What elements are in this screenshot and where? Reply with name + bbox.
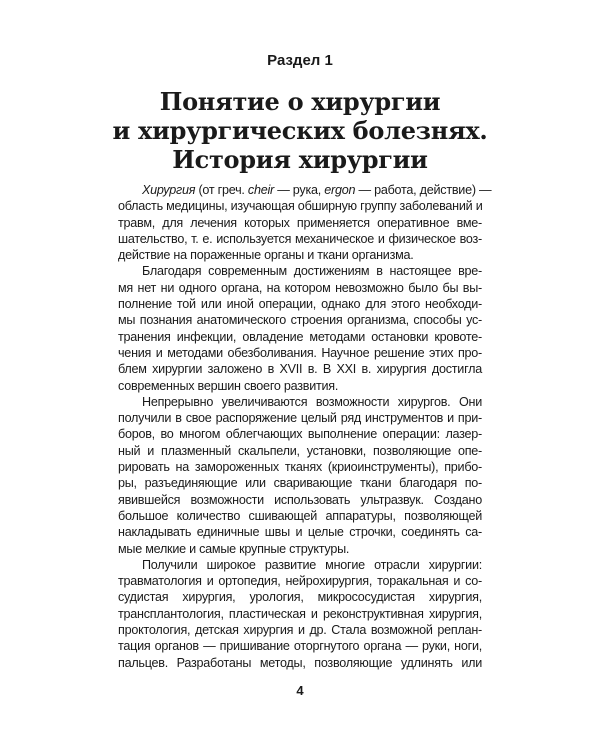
text-line: транения инфекции, овладение методами остановки кровоте- <box>118 329 482 344</box>
text-line: получили в свое распоряжение целый ряд инструментов и при- <box>118 411 482 426</box>
text-line: проктология, детская хирургия и др. Стала возможной реплан- <box>118 623 482 638</box>
body-text <box>118 182 492 671</box>
italic-term: cheir <box>247 183 274 197</box>
text-line: трансплантология, пластическая и реконструктивная хирургия, <box>118 606 482 621</box>
text-line: рировать на замороженных тканях (криоинструменты), прибо- <box>118 460 482 475</box>
text-line: боров, во многом облегчающих выполнение операции: лазер- <box>118 427 482 442</box>
text-line: пальцев. Разработаны методы, позволяющие удлинять или <box>118 655 482 670</box>
paragraph <box>118 557 482 671</box>
text-line: чения и методами обезболивания. Научное решение этих про- <box>118 345 482 360</box>
paragraph <box>118 182 492 263</box>
text-segment: — рука, <box>273 183 325 197</box>
text-line: Получили широкое развитие многие отрасли хирургии: <box>142 557 482 572</box>
chapter-title-line: Понятие о хирургии <box>159 87 441 116</box>
chapter-title-line: История хирургии <box>172 145 428 174</box>
paragraph <box>118 394 482 557</box>
text-line: тация органов — пришивание оторгнутого органа — руки, ноги, <box>118 639 482 654</box>
text-line: ры, разъединяющие или сваривающие ткани благодаря по- <box>118 476 482 491</box>
text-line: судистая хирургия, урология, микрососудистая хирургия, <box>118 590 482 605</box>
text-line: Благодаря современным достижениям в настоящее вре- <box>142 264 482 279</box>
italic-term: Хирургия <box>142 183 196 197</box>
section-label: Раздел 1 <box>267 52 333 69</box>
text-segment: (от греч. <box>195 183 248 197</box>
paragraph <box>118 263 482 393</box>
text-line: Непрерывно увеличиваются возможности хирургов. Они <box>142 394 482 409</box>
text-line: большое количество сшивающей аппаратуры, позволяющей <box>118 508 482 523</box>
text-line: полнение той или иной операции, однако для этого необходи- <box>118 297 482 312</box>
text-line: современных вершин своего развития. <box>118 378 339 393</box>
text-segment: — работа, действие) — <box>355 183 492 197</box>
text-line: ный и плазменный скальпели, установки, позволяющие опе- <box>118 443 482 458</box>
text-line: мые мелкие и самые крупные структуры. <box>118 541 350 556</box>
text-line: область медицины, изучающая обширную группу заболеваний и <box>118 199 483 214</box>
text-line: мы познания анатомического строения организма, способы ус- <box>118 313 482 328</box>
text-line: мя нет ни одного органа, на котором невозможно было бы вы- <box>118 280 482 295</box>
page-number: 4 <box>296 683 304 698</box>
text-line: явившейся возможности использовать ультразвук. Создано <box>118 492 482 507</box>
chapter-title-line: и хирургических болезнях. <box>112 116 488 145</box>
text-line: блем хирургии заложено в XVII в. В XXI в. хирургия достигла <box>118 362 482 377</box>
chapter-title <box>0 87 600 174</box>
italic-term: ergon <box>324 183 356 197</box>
text-line: шательство, т. е. используется механическое и физическое воз- <box>118 231 482 246</box>
text-line: действие на пораженные органы и ткани организма. <box>118 248 414 263</box>
text-line <box>118 182 492 198</box>
text-line: травм, для лечения которых применяется оперативное вме- <box>118 215 482 230</box>
text-line: накладывать единичные швы и целые строчки, соединять са- <box>118 525 482 540</box>
text-line: травматология и ортопедия, нейрохирургия, торакальная и со- <box>118 574 482 589</box>
